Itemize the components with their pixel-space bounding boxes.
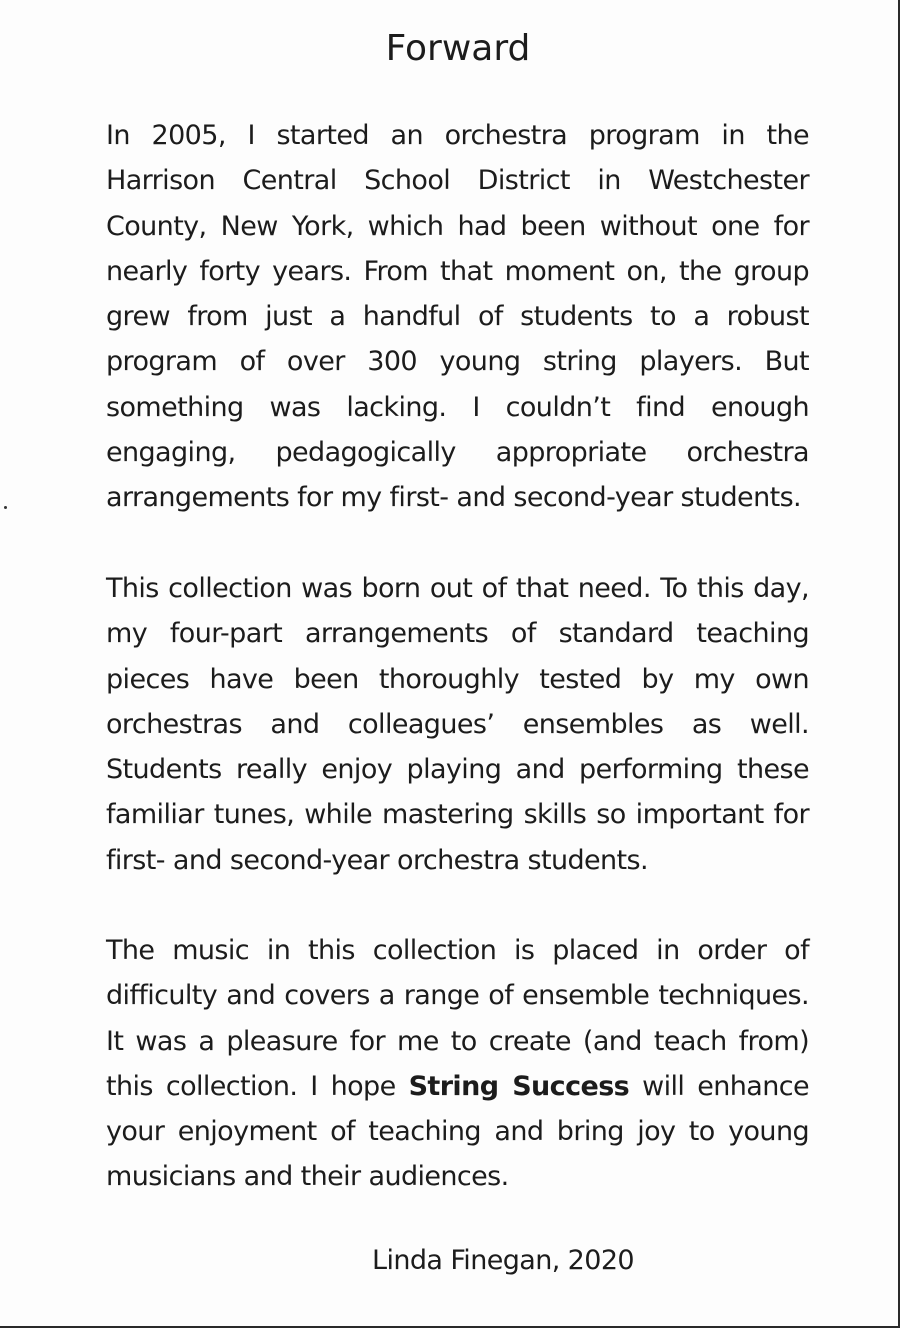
paragraph-collection-origin: This collection was born out of that need. To this day, my four-part arrangements of standard teaching pieces have been thoroughly tested by my own orchestras and colleagues’ ensembles as well. Students really enjoy playing and performing these familiar tunes, while mastering skills so important for first- and second-year orchestra students. — [106, 573, 809, 876]
author-signature: Linda Finegan, 2020 — [372, 1245, 634, 1276]
closing-text-end: will enhance your enjoyment of teaching and bring joy to young musicians and their audiences. — [106, 1070, 809, 1193]
page-title: Forward — [385, 28, 531, 69]
stray-mark — [4, 506, 7, 509]
book-title-emphasis: String Success — [408, 1070, 630, 1102]
paragraph-closing — [106, 928, 809, 1200]
closing-text-start: The music in this collection is placed in order of difficulty and covers a range of ensemble techniques. It was a pleasure for me to create (and teach from) this collection. I hope — [106, 935, 809, 1102]
paragraph-intro: In 2005, I started an orchestra program in the Harrison Central School District in Westchester County, New York, which had been without one for nearly forty years. From that moment on, the group grew from just a handful of students to a robust program of over 300 young string players. But something was lacking. I couldn’t find enough engaging, pedagogically appropriate orchestra arrangements for my first- and second-year students. — [106, 120, 809, 514]
